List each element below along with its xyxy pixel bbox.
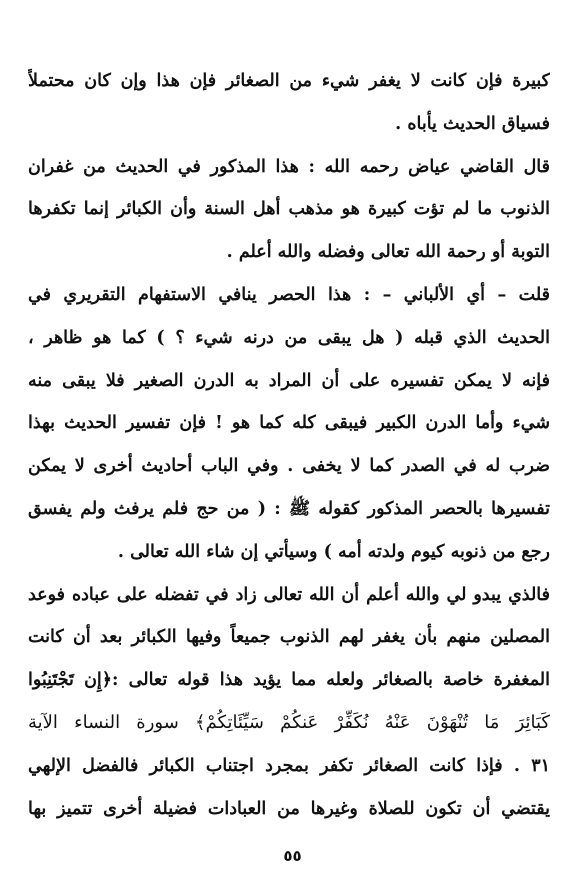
text-line: الحديث الذي قبله ( هل يبقى من درنه شيء ؟ ) كما هو ظاهر ،	[28, 327, 550, 348]
text-line: فسياق الحديث يأباه .	[395, 113, 550, 134]
text-line: شيء وأما الدرن الكبير فيبقى كله كما هو ! فإن تفسير الحديث بهذا	[28, 413, 550, 434]
page-number: ٥٥	[283, 847, 302, 865]
text-line: رجع من ذنوبه كيوم ولدته أمه ) وسيأتي إن شاء الله تعالى .	[117, 541, 550, 562]
text-line: ضرب له في الصدر كما لا يخفى . وفي الباب أحاديث أخرى لا يمكن	[28, 456, 550, 477]
text-line: قال القاضي عياض رحمه الله : هذا المذكور في الحديث من غفران	[28, 156, 550, 177]
text-line: يقتضي أن تكون للصلاة وغيرها من العبادات فضيلة أخرى تتميز بها	[28, 798, 550, 819]
text-line: كبيرة فإن كانت لا يغفر شيء من الصغائر فإن هذا وإن كان محتملاً	[28, 71, 550, 91]
text-line: ٣١ . فإذا كانت الصغائر تكفر بمجرد اجتناب الكبائر فالفضل الإلهي	[28, 755, 550, 776]
text-line: الذنوب ما لم تؤت كبيرة هو مذهب أهل السنة وأن الكبائر إنما تكفرها	[28, 199, 550, 220]
text-line: فالذي يبدو لي والله أعلم أن الله تعالى زاد في تفضله على عباده فوعد	[28, 584, 550, 605]
text-line: التوبة أو رحمة الله تعالى وفضله والله أعلم .	[226, 242, 550, 263]
quran-verse-line: كَبَائِرَ مَا تُنْهَوْنَ عَنْهُ نُكَفِّرْ عَنكُمْ سَيِّئَاتِكُمْ﴾ سورة النساء الآية	[28, 711, 550, 733]
text-line: فإنه لا يمكن تفسيره على أن المراد به الدرن الصغير فلا يبقى منه	[28, 370, 550, 391]
text-line: المغفرة خاصة بالصغائر ولعله مما يؤيد هذا قوله تعالى :﴿إِن تَجْتَنِبُوا	[28, 670, 550, 691]
text-line: تفسيرها بالحصر المذكور كقوله ﷺ : ( من حج فلم يرفث ولم يفسق	[28, 498, 550, 519]
text-line: قلت – أي الألباني – : هذا الحصر ينافي الاستفهام التقريري في	[28, 284, 550, 305]
text-line: المصلين منهم بأن يغفر لهم الذنوب جميعاً وفيها الكبائر بعد أن كانت	[28, 627, 550, 648]
body-text	[28, 60, 550, 830]
